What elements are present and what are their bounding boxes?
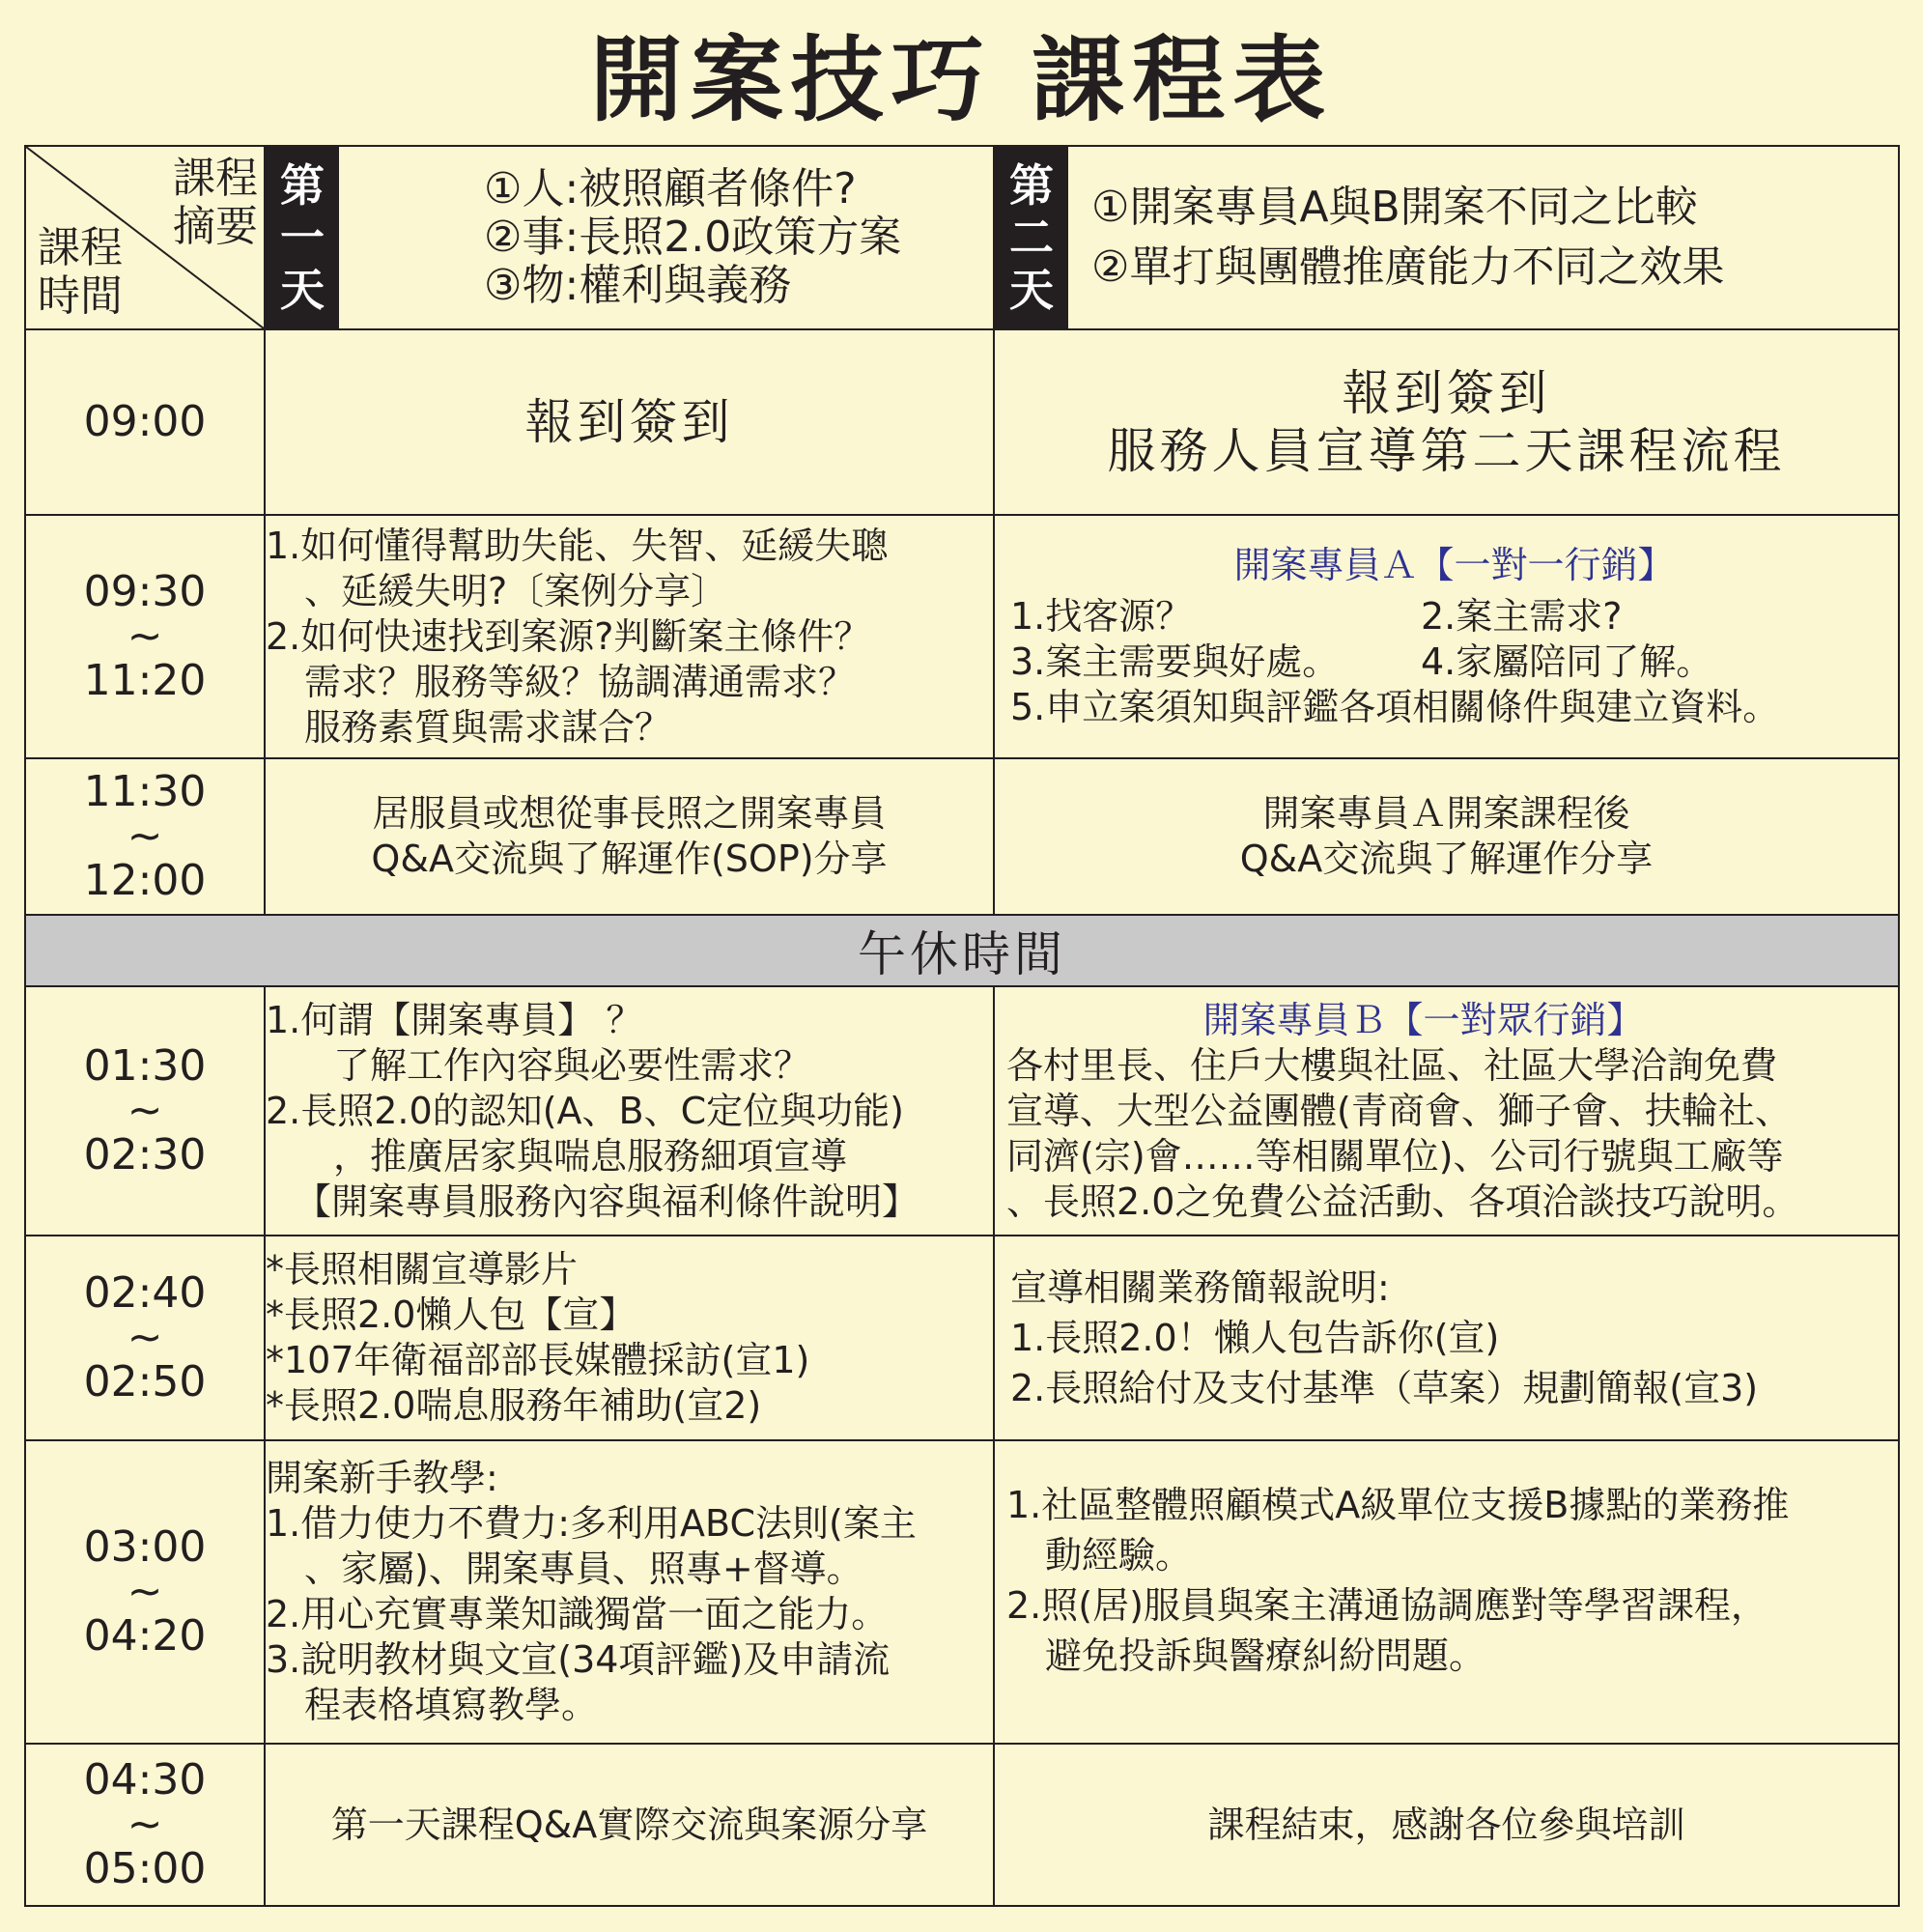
day2-header-cell [994,146,1899,329]
time-cell [25,1236,265,1440]
time-text: 04:20 [83,1611,207,1661]
time-cell [25,515,265,758]
time-text: ~ [127,611,163,661]
lunch-cell: 午休時間 [25,915,1899,986]
day1-text: 2.長照2.0的認知(A、B、C定位與功能) [266,1089,904,1132]
time-text: ~ [127,811,163,861]
table-row [25,1744,1899,1906]
day1-text: *長照相關宣導影片 [266,1248,579,1291]
day1-text: 1.何謂【開案專員】 ？ [266,998,643,1041]
table-row [25,758,1899,915]
day2-text: 4.家屬陪同了解。 [1421,640,1713,683]
time-text: ~ [127,1086,163,1135]
day2-text: 1.長照2.0！懶人包告訴你(宣) [1010,1317,1500,1359]
time-text: 11:20 [83,656,207,705]
day2-text: 宣導、大型公益團體(青商會、獅子會、扶輪社、 [1006,1089,1792,1132]
day1-text: *107年衛福部部長媒體採訪(宣1) [266,1339,810,1381]
day2-text: 3.案主需要與好處。 [1010,640,1340,683]
day1-summary-item: ②事:長照2.0政策方案 [484,213,902,262]
day1-text: 1.借力使力不費力:多利用ABC法則(案主 [266,1502,917,1545]
day2-text-row [1010,594,1898,639]
corner-bottom-line: 課程 [38,223,123,272]
day2-summary [1068,147,1898,328]
day2-cell [994,1440,1899,1744]
time-cell [25,986,265,1236]
day1-text: *長照2.0懶人包【宣】 [266,1293,636,1336]
day2-cell [994,515,1899,758]
day2-text: 5.申立案須知與評鑑各項相關條件與建立資料。 [1010,686,1780,728]
time-cell [25,1440,265,1744]
lunch-row [25,915,1899,986]
day2-cell [994,1236,1899,1440]
day2-cell [994,758,1899,915]
time-text: ~ [127,1800,163,1849]
day2-summary-item: ②單打與團體推廣能力不同之效果 [1091,242,1725,292]
table-row [25,1236,1899,1440]
table-row [25,986,1899,1236]
corner-top-line: 課程 [173,154,258,203]
time-text: 04:30 [83,1755,207,1804]
day1-header-cell [265,146,994,329]
time-text: 01:30 [83,1041,207,1091]
day2-text-row [1010,639,1898,685]
day2-badge-char: 二 [1009,212,1054,264]
time-text: 12:00 [83,856,207,905]
time-text: 02:40 [83,1268,207,1318]
time-cell [25,1744,265,1906]
day1-text: *長照2.0喘息服務年補助(宣2) [266,1384,762,1427]
day1-text: 居服員或想從事長照之開案專員 [372,792,887,835]
time-text: ~ [127,1567,163,1616]
day1-text: 2.用心充實專業知識獨當一面之能力。 [266,1593,889,1635]
corner-cell [25,146,265,329]
day2-badge-char: 第 [1009,159,1054,212]
table-row [25,515,1899,758]
time-cell [25,758,265,915]
day1-text: 開案新手教學: [266,1457,498,1499]
day2-text: 服務人員宣導第二天課程流程 [1107,423,1786,479]
time-text: 09:00 [83,397,207,446]
time-text: ~ [127,1313,163,1362]
day2-badge [995,147,1068,328]
day1-cell [265,986,994,1236]
day1-text: 了解工作內容與必要性需求？ [333,1043,811,1087]
corner-time-label [38,224,123,321]
time-text: 11:30 [83,767,207,816]
day2-text: 動經驗。 [1045,1534,1193,1577]
day1-text: Q&A交流與了解運作(SOP)分享 [371,838,888,880]
day1-badge [266,147,339,328]
day2-badge-char: 天 [1009,264,1054,316]
day1-cell [265,329,994,515]
corner-summary-label [173,155,258,251]
day2-text: 2.照(居)服員與案主溝通協調應對等學習課程， [1006,1584,1767,1627]
schedule-table [24,145,1900,1907]
day2-summary-item: ①開案專員A與B開案不同之比較 [1091,183,1698,232]
day2-text: 報到簽到 [1342,365,1551,421]
corner-bottom-line: 時間 [38,271,123,321]
day1-badge-char: 天 [280,264,325,316]
day2-cell [994,1744,1899,1906]
day1-text: 、家屬)、開案專員、照專+督導。 [304,1548,863,1590]
time-text: 09:30 [83,567,207,616]
day2-text: 宣導相關業務簡報說明: [1010,1266,1390,1309]
table-row [25,1440,1899,1744]
page-title: 開案技巧 課程表 [589,26,1334,134]
day2-text: 、長照2.0之免費公益活動、各項洽談技巧說明。 [1006,1179,1799,1223]
day2-text: 2.案主需求? [1421,595,1623,638]
day2-text: 開案專員Ａ開案課程後 [1262,792,1630,835]
day1-badge-char: 第 [280,159,325,212]
time-text: 03:00 [83,1522,207,1572]
table-row [25,329,1899,515]
day1-text: 服務素質與需求謀合？ [304,705,672,749]
day1-cell [265,515,994,758]
day2-text: 1.找客源？ [1010,595,1193,638]
day2-text: Q&A交流與了解運作分享 [1239,838,1654,880]
time-text: 05:00 [83,1844,207,1893]
day1-cell [265,1236,994,1440]
day1-badge-char: 一 [280,212,325,264]
day1-text: 1.如何懂得幫助失能、失智、延緩失聰 [266,524,889,567]
day1-text: 報到簽到 [524,394,734,450]
day1-text: 【開案專員服務內容與福利條件說明】 [295,1179,919,1223]
day1-cell [265,758,994,915]
time-text: 02:50 [83,1357,207,1406]
day2-text: 避免投訴與醫療糾紛問題。 [1045,1634,1486,1677]
day1-text: 第一天課程Q&A實際交流與案源分享 [330,1803,928,1846]
time-text: 02:30 [83,1130,207,1179]
corner-top-line: 摘要 [173,202,258,251]
day2-cell [994,986,1899,1236]
day2-text: 1.社區整體照顧模式A級單位支援B據點的業務推 [1006,1484,1790,1526]
day1-cell [265,1440,994,1744]
day1-text: 3.說明教材與文宣(34項評鑑)及申請流 [266,1638,891,1681]
day2-cell [994,329,1899,515]
header-row [25,146,1899,329]
day2-text: 各村里長、住戶大樓與社區、社區大學洽詢免費 [1006,1043,1778,1087]
day1-text: 需求？服務等級？協調溝通需求？ [304,660,856,703]
time-cell [25,329,265,515]
day1-text: 程表格填寫教學。 [304,1684,599,1726]
day1-summary [339,147,993,328]
day1-text: 、延緩失明?〔案例分享〕 [304,569,728,612]
day1-summary-item: ①人:被照顧者條件? [484,164,857,213]
day1-text: 2.如何快速找到案源?判斷案主條件？ [266,614,871,658]
day1-summary-item: ③物:權利與義務 [484,261,792,310]
day2-heading: 開案專員Ａ【一對一行銷】 [1233,544,1675,586]
day2-text: 2.長照給付及支付基準（草案）規劃簡報(宣3) [1010,1367,1759,1409]
day2-heading: 開案專員Ｂ【一對眾行銷】 [1202,998,1644,1041]
day1-cell [265,1744,994,1906]
day2-text: 課程結束，感謝各位參與培訓 [1207,1803,1685,1846]
day2-text: 同濟(宗)會……等相關單位)、公司行號與工廠等 [1006,1134,1784,1178]
day1-text: ，推廣居家與喘息服務細項宣導 [333,1134,848,1178]
